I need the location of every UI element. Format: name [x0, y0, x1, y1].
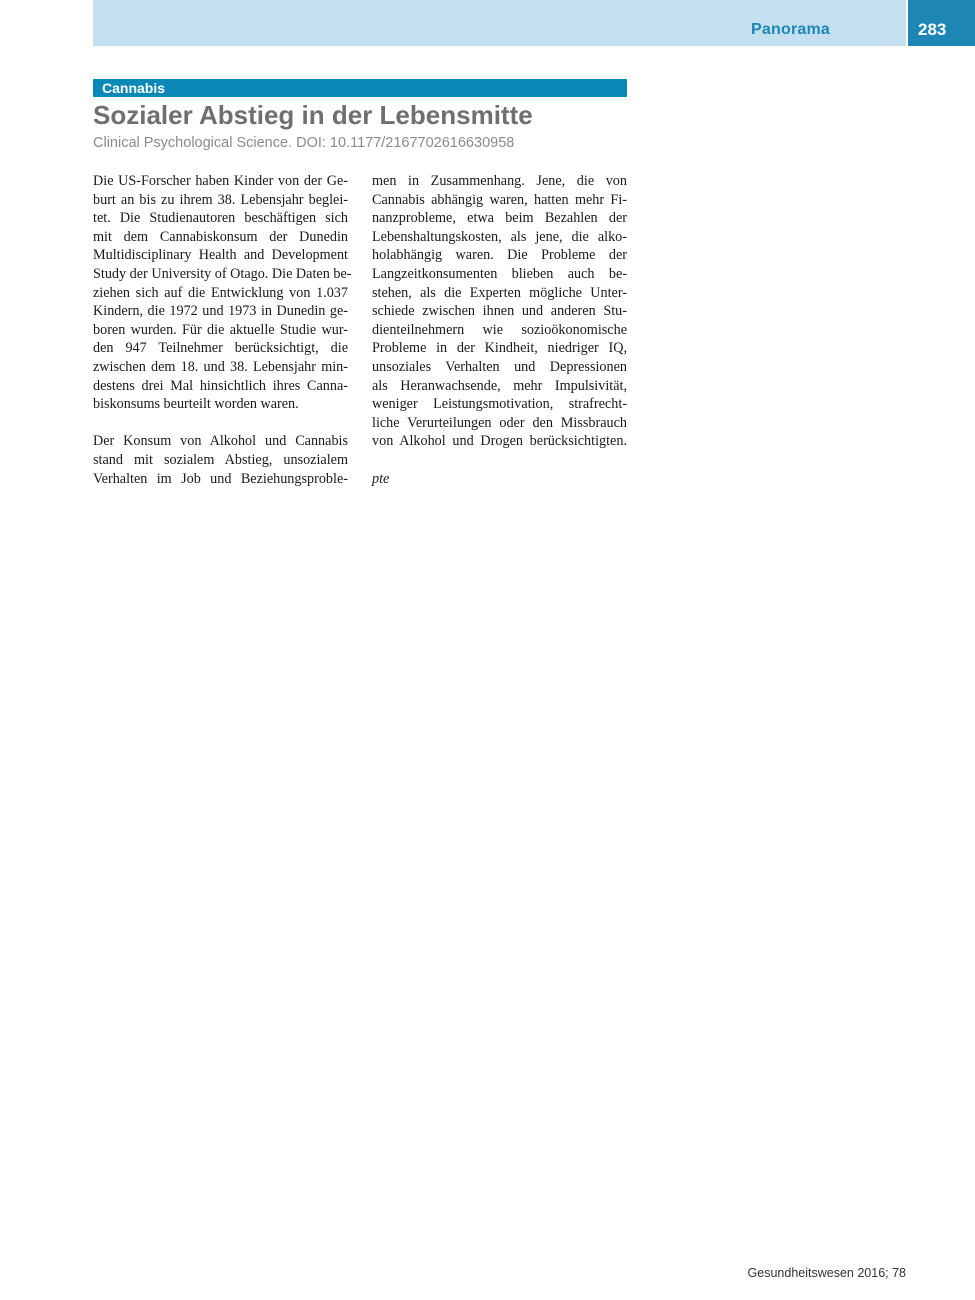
article-title: Sozialer Abstieg in der Lebensmitte [93, 100, 533, 130]
text-line: nanzprobleme, etwa beim Bezahlen der [372, 210, 627, 227]
page-number-box [908, 0, 975, 46]
text-line: den 947 Teilnehmer berücksichtigt, die [93, 340, 348, 357]
footer-citation: Gesundheitswesen 2016; 78 [747, 1266, 906, 1280]
text-line: Multidisciplinary Health and Development [93, 247, 348, 264]
text-line: Der Konsum von Alkohol und Cannabis [93, 433, 348, 450]
text-line: stand mit sozialem Abstieg, unsozialem [93, 451, 348, 468]
text-line: holabhängig waren. Die Probleme der [372, 247, 627, 264]
topic-label: Cannabis [102, 80, 166, 96]
paragraph-1 [93, 172, 352, 414]
text-line: Die US-Forscher haben Kinder von der Ge- [93, 173, 348, 189]
text-line: weniger Leistungsmotivation, strafrecht- [372, 396, 627, 413]
text-line: destens drei Mal hinsichtlich ihres Canna- [93, 377, 348, 394]
text-line: Kindern, die 1972 und 1973 in Dunedin ge- [93, 303, 348, 320]
text-line: schiede zwischen ihnen und anderen Stu- [372, 303, 627, 320]
text-line: als Heranwachsende, mehr Impulsivität, [372, 377, 627, 394]
text-line: Langzeitkonsumenten blieben auch be- [372, 265, 627, 282]
text-line: Study der University of Otago. Die Daten be- [93, 265, 352, 282]
text-line: dienteilnehmern wie sozioökonomische [372, 321, 627, 338]
text-line: unsoziales Verhalten und Depressionen [372, 358, 627, 375]
section-title: Panorama [751, 21, 830, 38]
text-line: burt an bis zu ihrem 38. Lebensjahr beglei- [93, 191, 348, 208]
text-line: boren wurden. Für die aktuelle Studie wur- [93, 321, 348, 338]
text-line: mit dem Cannabiskonsum der Dunedin [93, 228, 348, 245]
header-band [93, 0, 906, 46]
paragraph-gap [93, 414, 348, 433]
text-line: Lebenshaltungskosten, als jene, die alko- [372, 228, 627, 245]
text-line: biskonsums beurteilt worden waren. [93, 396, 299, 413]
text-line: tet. Die Studienautoren beschäftigen sich [93, 210, 348, 227]
text-line: Probleme in der Kindheit, niedriger IQ, [372, 340, 627, 357]
text-line: men in Zusammenhang. Jene, die von [372, 173, 627, 189]
page-number: 283 [918, 20, 947, 39]
paragraph-2-continued [372, 172, 627, 451]
text-column-left [93, 172, 352, 488]
article-source: Clinical Psychological Science. DOI: 10.1177/2167702616630958 [93, 135, 515, 151]
text-line: von Alkohol und Drogen berücksichtigten. [372, 433, 627, 450]
text-line: stehen, als die Experten mögliche Unter- [372, 284, 627, 301]
text-column-right [372, 172, 627, 488]
text-line: zwischen dem 18. und 38. Lebensjahr min- [93, 358, 348, 375]
text-line: liche Verurteilungen oder den Missbrauch [372, 414, 627, 431]
paragraph-2 [93, 432, 348, 488]
text-line: Verhalten im Job und Beziehungsproble- [93, 470, 348, 487]
author-signature: pte [372, 470, 390, 487]
text-line: ziehen sich auf die Entwicklung von 1.037 [93, 284, 348, 301]
text-line: Cannabis abhängig waren, hatten mehr Fi- [372, 191, 627, 208]
topic-bar [93, 79, 627, 97]
paragraph-gap [372, 451, 627, 470]
